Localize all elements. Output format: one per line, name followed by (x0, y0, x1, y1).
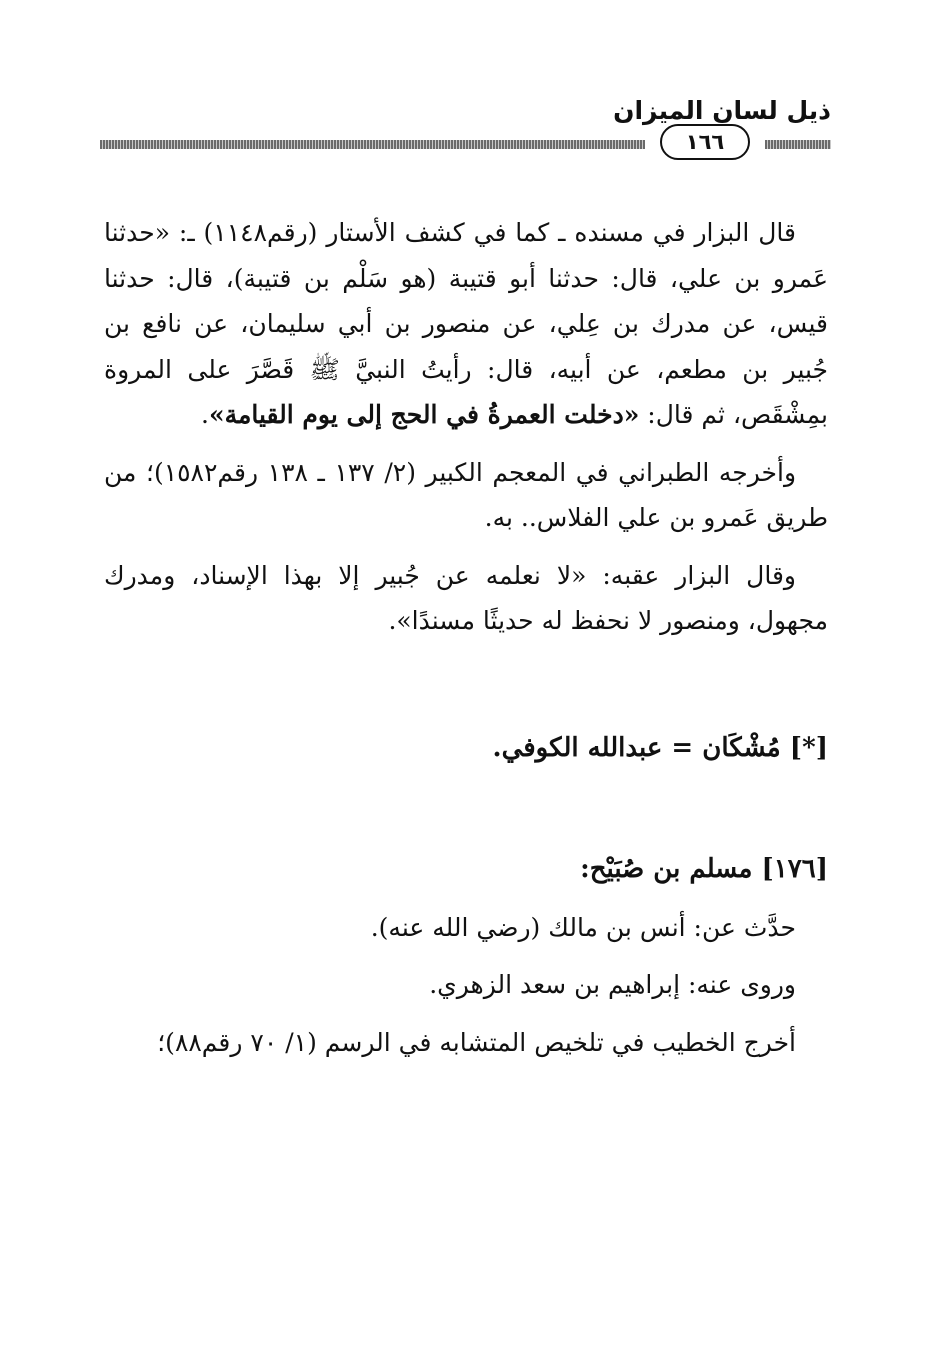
header-rule-right (765, 140, 831, 149)
running-title: ذيل لسان الميزان (613, 96, 831, 125)
entry-176-heading: [١٧٦] مسلم بن صُبَيْح: (580, 854, 828, 884)
page-number: ١٦٦ (660, 124, 750, 160)
page-header (0, 0, 931, 170)
paragraph-end: . (200, 400, 209, 429)
paragraph-bazzar-comment: وقال البزار عقبه: «لا نعلمه عن جُبير إلا بهذا الإسناد، ومدرك مجهول، ومنصور لا نحفظ له حديثًا مسندًا». (104, 560, 828, 635)
paragraph-text: قال البزار في مسنده ـ كما في كشف الأستار (رقم١١٤٨) ـ: «حدثنا عَمرو بن علي، قال: حدثنا أبو قتيبة (هو سَلْم بن قتيبة)، قال: حدثنا قيس، عن مدرك بن عِلي، عن منصور بن أبي سليمان، عن نافع بن جُبير بن مطعم، عن أبيه، قال: رأيتُ النبيَّ ﷺ قَصَّرَ على المروة بمِشْقَص، ثم قال: (104, 218, 828, 429)
narrated-from-line: حدَّث عن: أنس بن مالك (رضي الله عنه). (370, 912, 796, 942)
entry-mushkan: [*] مُشْكَان = عبدالله الكوفي. (492, 732, 828, 763)
paragraph-bazzar-hadith (104, 210, 828, 438)
header-rule-left (100, 140, 645, 149)
source-line: أخرج الخطيب في تلخيص المتشابه في الرسم (١/ ٧٠ رقم٨٨)؛ (157, 1027, 796, 1057)
paragraph-tabarani: وأخرجه الطبراني في المعجم الكبير (٢/ ١٣٧ ـ ١٣٨ رقم١٥٨٢)؛ من طريق عَمرو بن علي الفلاس.. به. (104, 457, 828, 532)
hadith-quote: «دخلت العمرةُ في الحج إلى يوم القيامة» (208, 400, 640, 429)
narrated-by-line: وروى عنه: إبراهيم بن سعد الزهري. (429, 970, 796, 999)
page-body (104, 210, 828, 1065)
